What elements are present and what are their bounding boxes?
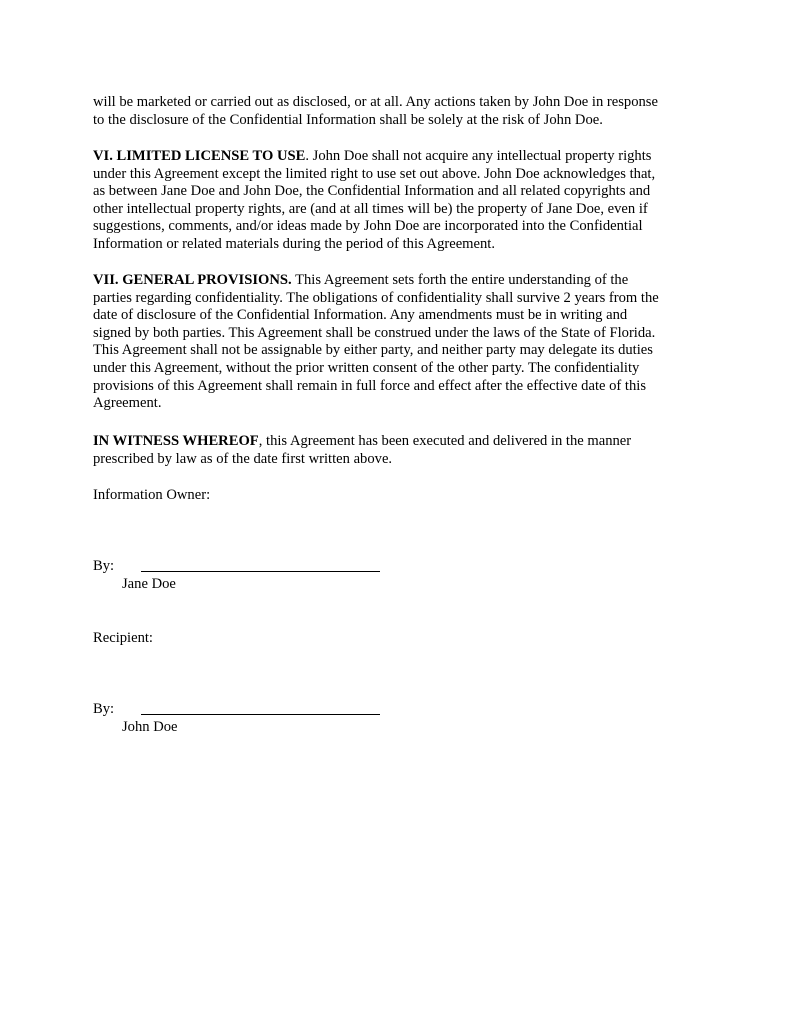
section-general-provisions [93,272,703,413]
paragraph-line: under this Agreement, without the prior written consent of the other party. The confidentiality [93,359,640,376]
paragraph-line: date of disclosure of the Confidential Information. Any amendments must be in writing and [93,307,628,324]
paragraph-text: . John Doe shall not acquire any intellectual property rights [305,148,652,164]
owner-by-label: By: [93,558,115,574]
continuation-paragraph [93,94,703,129]
paragraph-line: as between Jane Doe and John Doe, the Confidential Information and all related copyrights and [93,183,651,200]
recipient-by-label: By: [93,701,115,717]
paragraph-line: to the disclosure of the Confidential Information shall be solely at the risk of John Doe. [93,111,603,128]
paragraph-line: under this Agreement except the limited right to use set out above. John Doe acknowledges that, [93,165,656,182]
paragraph-text: , this Agreement has been executed and delivered in the manner [258,433,632,449]
paragraph-line: This Agreement shall not be assignable by either party, and neither party may delegate its duties [93,342,653,359]
paragraph-line: signed by both parties. This Agreement shall be construed under the laws of the State of Florida. [93,324,656,341]
paragraph-line: parties regarding confidentiality. The obligations of confidentiality shall survive 2 years from the [93,289,659,306]
paragraph-line: suggestions, comments, and/or ideas made by John Doe are incorporated into the Confidential [93,218,643,235]
paragraph-line: other intellectual property rights, are (and at all times will be) the property of Jane Doe, even if [93,200,648,217]
owner-label: Information Owner: [93,487,211,503]
paragraph-text: This Agreement sets forth the entire understanding of the [291,272,629,288]
recipient-label: Recipient: [93,630,153,646]
section-heading: VI. LIMITED LICENSE TO USE [93,148,306,164]
paragraph-line [93,272,703,290]
paragraph-line: provisions of this Agreement shall remain in full force and effect after the effective date of this [93,377,647,394]
paragraph-line [93,148,703,166]
paragraph-line: prescribed by law as of the date first written above. [93,450,393,467]
witness-paragraph [93,433,703,468]
witness-heading: IN WITNESS WHEREOF [93,433,259,449]
paragraph-line: will be marketed or carried out as disclosed, or at all. Any actions taken by John Doe in response [93,94,658,110]
paragraph-line: Agreement. [93,395,162,412]
paragraph-line [93,433,703,451]
section-heading: VII. GENERAL PROVISIONS. [93,272,292,288]
recipient-signature-line [141,714,380,715]
recipient-name: John Doe [122,719,178,735]
paragraph-line: Information or related materials during the period of this Agreement. [93,235,496,252]
section-limited-license [93,148,703,254]
owner-signature-line [141,571,380,572]
owner-name: Jane Doe [122,576,176,592]
